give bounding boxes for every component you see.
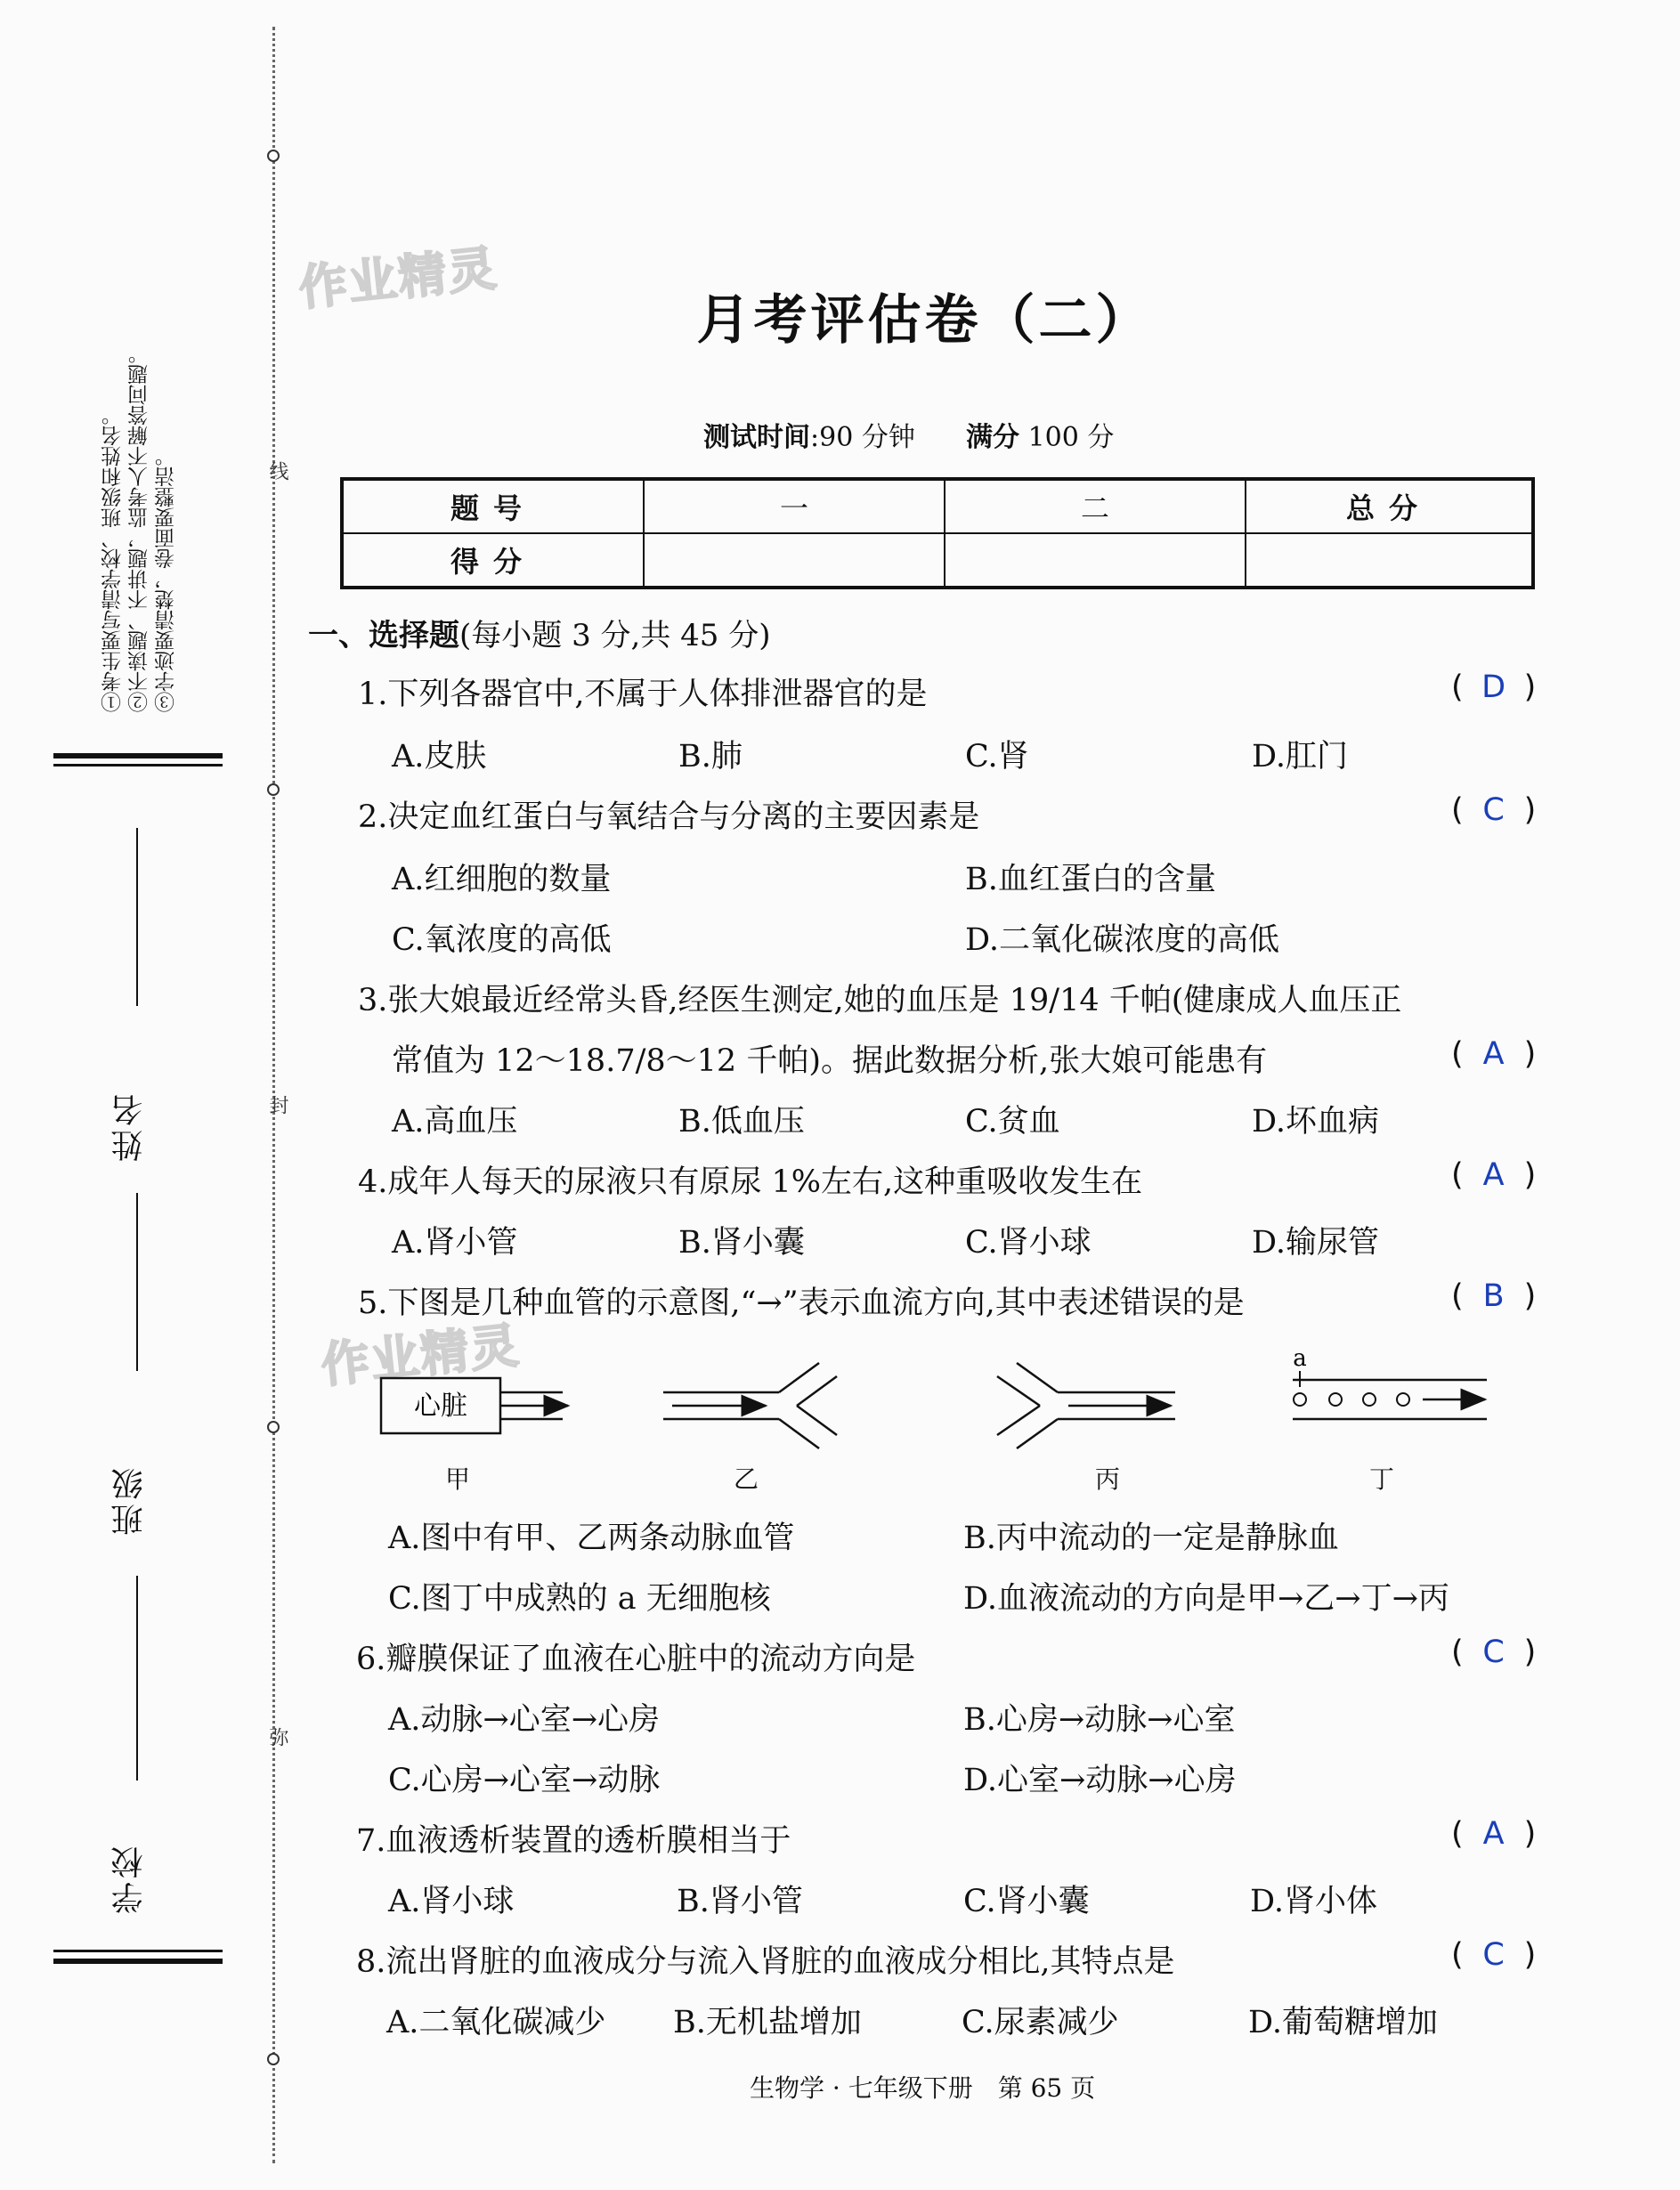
option[interactable]: B.心房→动脉→心室: [963, 1702, 1236, 1738]
answer-box: ( A ): [1451, 1816, 1537, 1852]
cut-word-seal: 封: [266, 1095, 288, 1115]
score-label: 得分: [342, 533, 644, 588]
question-stem: 8.流出肾脏的血液成分与流入肾脏的血液成分相比,其特点是: [356, 1944, 1175, 1980]
option[interactable]: D.肾小体: [1250, 1884, 1377, 1919]
option[interactable]: B.肾小管: [677, 1884, 803, 1919]
option[interactable]: A.皮肤: [392, 739, 487, 775]
score-table: [340, 477, 1535, 589]
option[interactable]: B.无机盐增加: [673, 2005, 862, 2040]
option[interactable]: C.尿素减少: [962, 2005, 1119, 2040]
option[interactable]: A.肾小管: [392, 1225, 518, 1261]
cell-a-label: a: [1293, 1345, 1307, 1372]
answer-box: ( C ): [1451, 1634, 1537, 1670]
margin-rule: [53, 1950, 223, 1952]
answer-box: ( A ): [1451, 1036, 1537, 1072]
option[interactable]: D.肛门: [1252, 739, 1348, 775]
blood-vessel-diagram: [374, 1341, 1522, 1483]
question-stem: 3.张大娘最近经常头昏,经医生测定,她的血压是 19/14 千帕(健康成人血压正: [358, 983, 1402, 1018]
margin-rule: [53, 1959, 223, 1964]
option[interactable]: B.肺: [678, 739, 743, 775]
answer-box: ( B ): [1451, 1278, 1537, 1314]
question-stem: 2.决定血红蛋白与氧结合与分离的主要因素是: [358, 799, 980, 835]
score-cell[interactable]: [1246, 533, 1533, 588]
score-header: 总分: [1246, 479, 1533, 533]
option[interactable]: D.心室→动脉→心房: [963, 1763, 1237, 1798]
binding-hole: [267, 2053, 280, 2065]
option[interactable]: C.肾小球: [965, 1225, 1092, 1261]
question-stem: 常值为 12～18.7/8～12 千帕)。据此数据分析,张大娘可能患有: [392, 1043, 1268, 1079]
option[interactable]: C.肾小囊: [963, 1884, 1090, 1919]
option[interactable]: C.心房→心室→动脉: [388, 1763, 661, 1798]
score-header: 一: [644, 479, 945, 533]
diagram-label-ding: 丁: [1369, 1464, 1395, 1494]
option[interactable]: A.动脉→心室→心房: [388, 1702, 661, 1738]
option[interactable]: D.坏血病: [1252, 1104, 1379, 1140]
binding-hole: [267, 1421, 280, 1433]
option[interactable]: A.二氧化碳减少: [386, 2005, 606, 2040]
option[interactable]: D.葡萄糖增加: [1248, 2005, 1438, 2040]
school-field-line[interactable]: [136, 1576, 138, 1780]
watermark: 作业精灵: [318, 1317, 523, 1394]
option[interactable]: D.血液流动的方向是甲→乙→丁→丙: [963, 1581, 1449, 1617]
name-field-label: 姓名: [111, 1091, 148, 1162]
option[interactable]: C.图丁中成熟的 a 无细胞核: [388, 1581, 771, 1617]
option[interactable]: B.低血压: [678, 1104, 805, 1140]
option[interactable]: B.血红蛋白的含量: [965, 862, 1216, 897]
diagram-ding: [1293, 1345, 1487, 1419]
score-cell[interactable]: [644, 533, 945, 588]
answer-box: ( C ): [1451, 1937, 1537, 1973]
question-stem: 1.下列各器官中,不属于人体排泄器官的是: [358, 677, 928, 712]
question-stem: 7.血液透析装置的透析膜相当于: [356, 1823, 791, 1859]
diagram-bing: [997, 1363, 1175, 1448]
question-stem: 6.瓣膜保证了血液在心脏中的流动方向是: [356, 1642, 916, 1677]
score-cell[interactable]: [945, 533, 1246, 588]
option[interactable]: B.肾小囊: [678, 1225, 805, 1261]
option[interactable]: B.丙中流动的一定是静脉血: [963, 1521, 1339, 1556]
class-field-label: 班级: [111, 1464, 148, 1536]
option[interactable]: C.氧浓度的高低: [392, 922, 612, 958]
diagram-label-jia: 甲: [445, 1464, 471, 1494]
option[interactable]: A.肾小球: [388, 1884, 515, 1919]
option[interactable]: A.高血压: [392, 1104, 518, 1140]
watermark: 作业精灵: [296, 239, 501, 317]
option[interactable]: D.二氧化碳浓度的高低: [965, 922, 1279, 958]
heart-label: 心脏: [414, 1391, 467, 1422]
exam-notes: ①考生要写清学校、班级和姓名。 ②不读题、不讲题，监考人不解答问题。 ③字迹要清楚，卷面要整洁。: [101, 344, 178, 712]
option[interactable]: A.图中有甲、乙两条动脉血管: [388, 1521, 795, 1556]
test-meta: 测试时间:90 分钟 满分 100 分: [703, 422, 1115, 453]
page-title: 月考评估卷（二）: [696, 289, 1153, 352]
page-footer: 生物学 · 七年级下册 第 65 页: [750, 2073, 1096, 2103]
cut-word-mi: 弥: [266, 1727, 288, 1747]
class-field-line[interactable]: [136, 1193, 138, 1371]
question-stem: 4.成年人每天的尿液只有原尿 1%左右,这种重吸收发生在: [358, 1164, 1143, 1200]
score-header: 题号: [342, 479, 644, 533]
binding-hole: [267, 150, 280, 162]
answer-box: ( A ): [1451, 1157, 1537, 1193]
diagram-label-bing: 丙: [1095, 1464, 1121, 1494]
question-stem: 5.下图是几种血管的示意图,“→”表示血流方向,其中表述错误的是: [358, 1286, 1245, 1321]
margin-rule: [53, 764, 223, 766]
section-heading: 一、选择题(每小题 3 分,共 45 分): [308, 618, 771, 653]
score-header: 二: [945, 479, 1246, 533]
name-field-line[interactable]: [136, 828, 138, 1006]
cut-word-line: 线: [266, 461, 288, 481]
answer-box: ( C ): [1451, 792, 1537, 828]
school-field-label: 学校: [111, 1843, 148, 1914]
option[interactable]: C.肾: [965, 739, 1029, 775]
option[interactable]: A.红细胞的数量: [392, 862, 612, 897]
option[interactable]: C.贫血: [965, 1104, 1060, 1140]
option[interactable]: D.输尿管: [1252, 1225, 1379, 1261]
diagram-label-yi: 乙: [734, 1464, 759, 1494]
diagram-yi: [663, 1363, 837, 1448]
margin-rule: [53, 753, 223, 758]
diagram-jia: [381, 1378, 568, 1433]
binding-hole: [267, 783, 280, 796]
answer-box: ( D ): [1451, 669, 1537, 705]
